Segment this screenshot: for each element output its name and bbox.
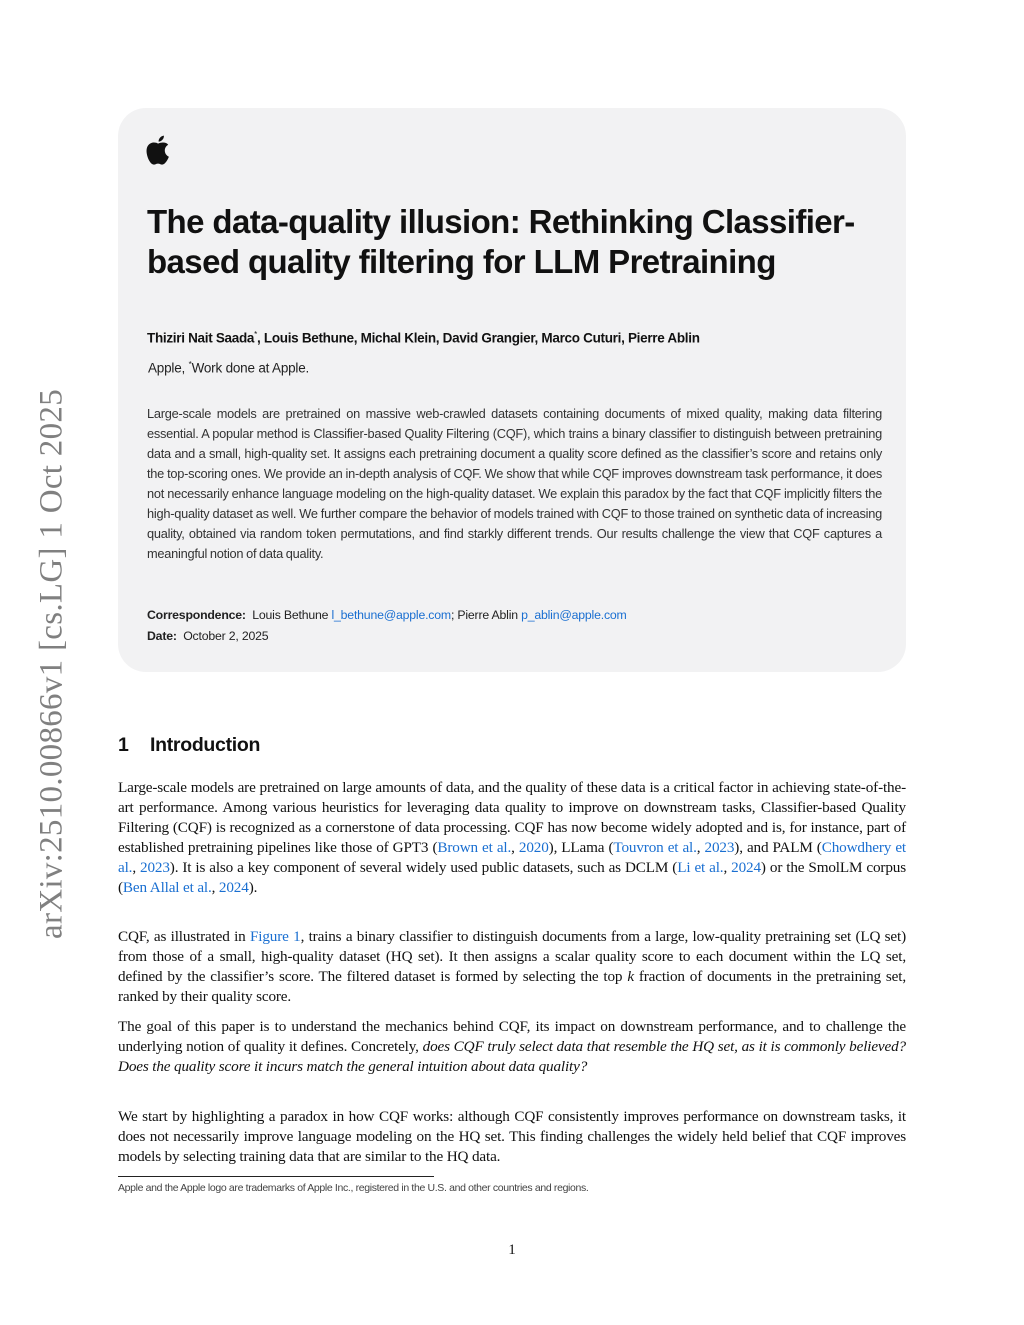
- text-run: , trains a binary classifier to distinguish documents from a large, low-quality pretraining set (LQ set) from those of a small, high-quality dataset (HQ set). It then assigns a scalar quality score to each document within the LQ set, defined by the classifier’s score. The filtered dataset is formed by selecting the top: [118, 928, 907, 985]
- text-run: ) or the SmolLM corpus (: [118, 859, 906, 896]
- author-list: [147, 330, 887, 346]
- text-run: ). It is also a key component of several widely used public datasets, such as DCLM (: [169, 859, 678, 876]
- footnote-divider: [118, 1176, 434, 1177]
- paragraph-4-text: We start by highlighting a paradox in how CQF works: although CQF consistently improves performance on downstream tasks, it does not necessarily improve language modeling on the HQ set. This finding challenges the widely held belief that CQF improves models by selecting training data that are similar to the HQ data.: [118, 1108, 906, 1165]
- arxiv-identifier-stamp: arXiv:2510.00866v1 [cs.LG] 1 Oct 2025: [33, 388, 70, 940]
- section-title: Introduction: [150, 734, 261, 756]
- apple-logo-icon: [145, 134, 171, 166]
- intro-paragraph-4: [118, 1107, 906, 1167]
- first-author: Thiziri Nait Saada: [147, 330, 255, 346]
- citation-author: Brown et al.: [437, 839, 512, 856]
- date-value: October 2, 2025: [183, 629, 269, 643]
- citation-benallal-2024[interactable]: [123, 879, 249, 896]
- citation-sep: ,: [211, 879, 219, 896]
- math-k: k: [627, 968, 634, 985]
- citation-li-2024[interactable]: [677, 859, 761, 876]
- citation-sep: ,: [696, 839, 705, 856]
- email-link-bethune[interactable]: l_bethune@apple.com: [331, 608, 451, 622]
- email-link-ablin[interactable]: p_ablin@apple.com: [521, 608, 627, 622]
- other-authors: , Louis Bethune, Michal Klein, David Grangier, Marco Cuturi, Pierre Ablin: [256, 330, 700, 346]
- section-number: 1: [118, 734, 129, 756]
- intro-paragraph-1: [118, 778, 906, 898]
- correspondence-name-1: Louis Bethune: [252, 608, 329, 622]
- citation-year: 2024: [218, 879, 249, 896]
- affiliation-marker: *: [188, 360, 192, 369]
- citation-author: Ben Allal et al.: [122, 879, 212, 896]
- research-questions: does CQF truly select data that resemble the HQ set, as it is commonly believed? Does the quality score it incurs match the general intuition about data quality?: [118, 1038, 906, 1075]
- publication-date: [147, 629, 268, 643]
- citation-year: 2020: [518, 839, 549, 856]
- page-number: 1: [508, 1242, 516, 1258]
- citation-touvron-2023[interactable]: [613, 839, 734, 856]
- text-run: The goal of this paper is to understand the mechanics behind CQF, its impact on downstream performance, and to challenge the underlying notion of quality it defines. Concretely,: [118, 1018, 906, 1055]
- citation-year: 2023: [140, 859, 170, 876]
- affiliation-note: Work done at Apple.: [191, 360, 310, 376]
- correspondence-separator: ; Pierre Ablin: [450, 608, 518, 622]
- intro-paragraph-2: [118, 927, 906, 1007]
- paper-header-card: [118, 108, 906, 672]
- correspondence: [147, 608, 627, 622]
- citation-sep: ,: [132, 859, 140, 876]
- citation-author: Touvron et al.: [613, 839, 697, 856]
- paper-title: The data-quality illusion: Rethinking Classifier-based quality filtering for LLM Pretraining: [147, 203, 855, 280]
- text-run: Large-scale models are pretrained on large amounts of data, and the quality of these data is a critical factor in achieving state-of-the-art performance. Among various heuristics for leveraging data quality to improve on downstream tasks, Classifier-based Quality Filtering (CQF) is recognized as a cornerstone of data processing. CQF has now become widely adopted and is, for instance, part of established pretraining pipelines like those of GPT3 (: [118, 779, 906, 856]
- section-heading-introduction: [118, 734, 260, 757]
- citation-year: 2023: [704, 839, 735, 856]
- citation-author: Chowdhery et al.: [118, 839, 906, 876]
- equal-contribution-marker: *: [254, 330, 257, 339]
- text-run: ), LLama (: [548, 839, 614, 856]
- citation-year: 2024: [731, 859, 761, 876]
- figure-1-link[interactable]: Figure 1: [250, 928, 301, 945]
- date-label: Date:: [147, 629, 177, 643]
- citation-sep: ,: [511, 839, 519, 856]
- citation-brown-2020[interactable]: [437, 839, 548, 856]
- text-run: ), and PALM (: [734, 839, 822, 856]
- text-run: fraction of documents in the pretraining set, ranked by their quality score.: [118, 968, 906, 1005]
- abstract: Large-scale models are pretrained on massive web-crawled datasets containing documents of mixed quality, making data filtering essential. A popular method is Classifier-based Quality Filtering (CQF), which trains a binary classifier to distinguish between pretraining data and a small, high-quality set. It assigns each pretraining document a quality score defined as the classifier’s score and retains only the top-scoring ones. We provide an in-depth analysis of CQF. We show that while CQF improves downstream task performance, it does not necessarily enhance language modeling on the high-quality dataset. We explain this paradox by the fact that CQF implicitly filters the high-quality dataset as well. We further compare the behavior of models trained with CQF to those trained on synthetic data of increasing quality, obtained via random token permutations, and find starkly different trends. Our results challenge the view that CQF captures a meaningful notion of data quality.: [147, 406, 882, 561]
- citation-author: Li et al.: [677, 859, 724, 876]
- text-run: CQF, as illustrated in: [118, 928, 250, 945]
- affiliation-org: Apple,: [148, 360, 189, 376]
- citation-sep: ,: [723, 859, 732, 876]
- intro-paragraph-3: [118, 1017, 906, 1077]
- affiliation: [148, 360, 309, 376]
- text-run: ).: [248, 879, 258, 896]
- trademark-footnote: Apple and the Apple logo are trademarks of Apple Inc., registered in the U.S. and other countries and regions.: [118, 1182, 589, 1194]
- correspondence-label: Correspondence:: [147, 608, 246, 622]
